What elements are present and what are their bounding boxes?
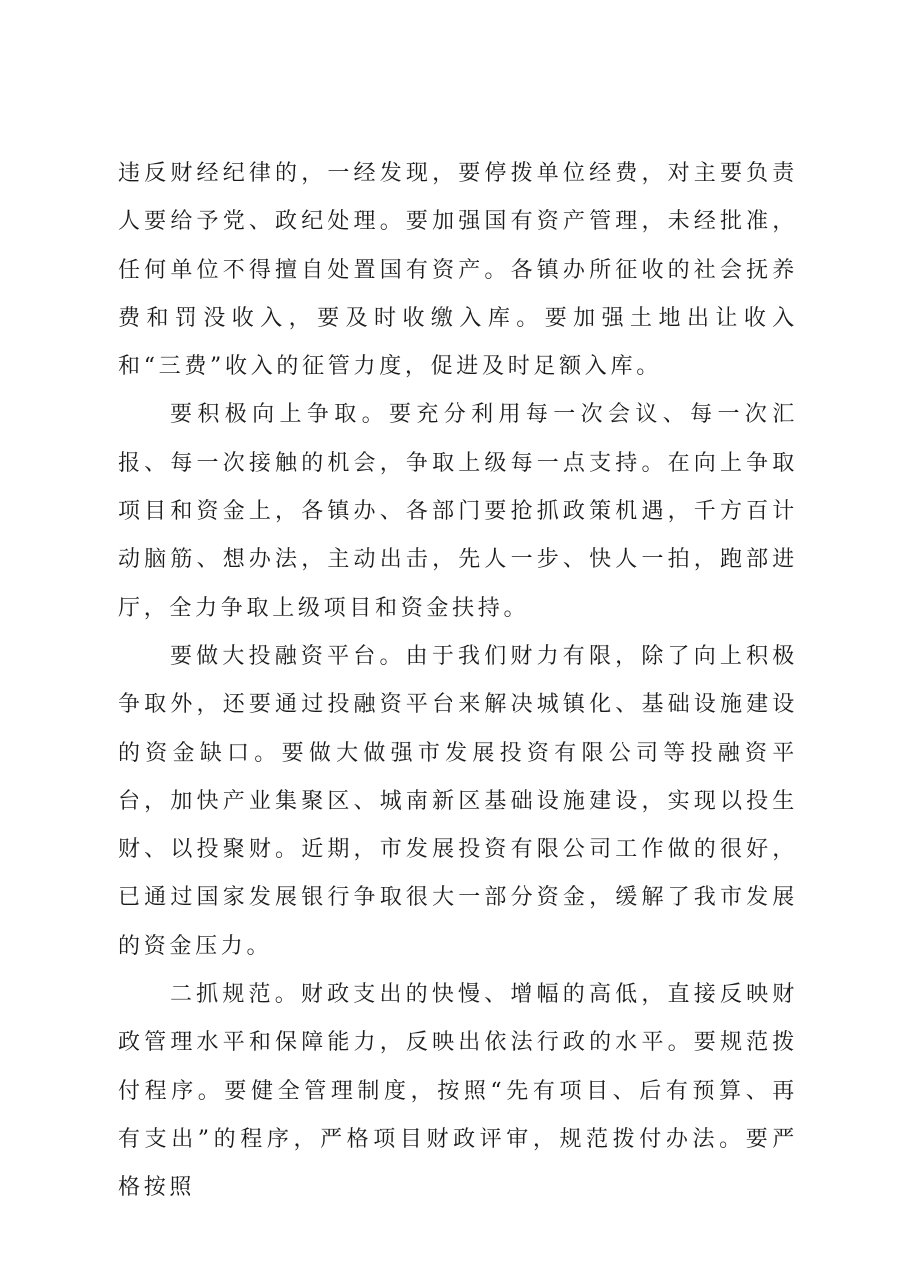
paragraph-1: 违反财经纪律的，一经发现，要停拨单位经费，对主要负责人要给予党、政纪处理。要加强国有资产管理，未经批准，任何单位不得擅自处置国有资产。各镇办所征收的社会抚养费和罚没收入，要及时收缴入库。要加强土地出让收入和“三费”收入的征管力度，促进及时足额入库。: [118, 161, 798, 380]
document-body: [118, 150, 798, 1213]
paragraph-3: 要做大投融资平台。由于我们财力有限，除了向上积极争取外，还要通过投融资平台来解决城镇化、基础设施建设的资金缺口。要做大做强市发展投资有限公司等投融资平台，加快产业集聚区、城南新区基础设施建设，实现以投生财、以投聚财。近期，市发展投资有限公司工作做的很好，已通过国家发展银行争取很大一部分资金，缓解了我市发展的资金压力。: [118, 643, 798, 959]
paragraph-2: 要积极向上争取。要充分利用每一次会议、每一次汇报、每一次接触的机会，争取上级每一点支持。在向上争取项目和资金上，各镇办、各部门要抢抓政策机遇，千方百计动脑筋、想办法，主动出击，先人一步、快人一拍，跑部进厅，全力争取上级项目和资金扶持。: [118, 402, 798, 621]
paragraph-4: 二抓规范。财政支出的快慢、增幅的高低，直接反映财政管理水平和保障能力，反映出依法行政的水平。要规范拨付程序。要健全管理制度，按照“先有项目、后有预算、再有支出”的程序，严格项目财政评审，规范拨付办法。要严格按照: [118, 982, 798, 1201]
